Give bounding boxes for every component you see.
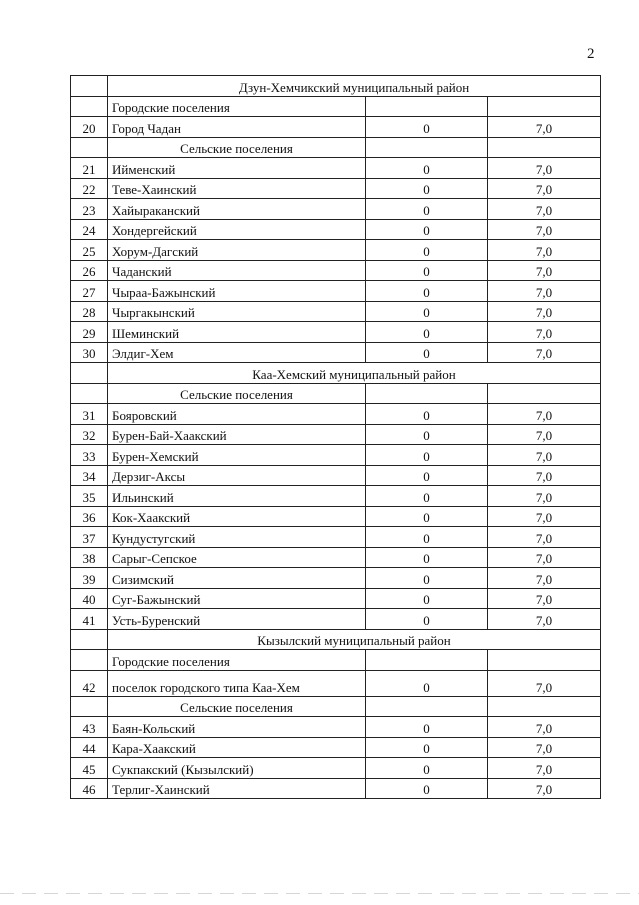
group-title: Городские поселения xyxy=(108,650,366,671)
rate-value-2: 7,0 xyxy=(488,301,601,322)
table-body xyxy=(71,76,601,799)
row-number: 29 xyxy=(71,322,108,343)
table-row xyxy=(71,758,601,779)
settlement-name: Ийменский xyxy=(108,158,366,179)
row-number: 24 xyxy=(71,219,108,240)
group-empty-cell xyxy=(488,650,601,671)
rate-value-2: 7,0 xyxy=(488,158,601,179)
rate-value-2: 7,0 xyxy=(488,737,601,758)
row-number: 38 xyxy=(71,547,108,568)
group-row xyxy=(71,650,601,671)
row-number: 44 xyxy=(71,737,108,758)
rate-value-2: 7,0 xyxy=(488,260,601,281)
row-number: 20 xyxy=(71,117,108,138)
rate-value-2: 7,0 xyxy=(488,609,601,630)
rate-value-1: 0 xyxy=(366,240,488,261)
row-number: 42 xyxy=(71,670,108,696)
rate-value-2: 7,0 xyxy=(488,506,601,527)
table-row xyxy=(71,158,601,179)
district-row xyxy=(71,363,601,384)
rate-value-2: 7,0 xyxy=(488,758,601,779)
settlement-name: Усть-Буренский xyxy=(108,609,366,630)
settlement-name: Шеминский xyxy=(108,322,366,343)
rate-value-1: 0 xyxy=(366,506,488,527)
rate-value-2: 7,0 xyxy=(488,424,601,445)
table-row xyxy=(71,424,601,445)
rate-value-2: 7,0 xyxy=(488,404,601,425)
rate-value-1: 0 xyxy=(366,260,488,281)
rate-value-1: 0 xyxy=(366,158,488,179)
row-number: 23 xyxy=(71,199,108,220)
table-row xyxy=(71,506,601,527)
table-row xyxy=(71,445,601,466)
settlement-name: Хайыраканский xyxy=(108,199,366,220)
settlement-rates-table xyxy=(70,75,601,799)
settlement-name: Элдиг-Хем xyxy=(108,342,366,363)
rate-value-2: 7,0 xyxy=(488,778,601,799)
group-empty-cell xyxy=(366,696,488,717)
group-empty-cell xyxy=(366,96,488,117)
rate-value-1: 0 xyxy=(366,758,488,779)
settlement-name: Бурен-Хемский xyxy=(108,445,366,466)
rate-value-1: 0 xyxy=(366,737,488,758)
settlement-name: Чыраа-Бажынский xyxy=(108,281,366,302)
rate-value-1: 0 xyxy=(366,342,488,363)
group-empty-cell xyxy=(366,137,488,158)
row-number: 45 xyxy=(71,758,108,779)
rate-value-1: 0 xyxy=(366,117,488,138)
group-row xyxy=(71,137,601,158)
table-row xyxy=(71,778,601,799)
rate-value-2: 7,0 xyxy=(488,281,601,302)
table-row xyxy=(71,404,601,425)
table-row xyxy=(71,301,601,322)
table-row xyxy=(71,465,601,486)
rate-value-1: 0 xyxy=(366,609,488,630)
group-empty-cell xyxy=(488,96,601,117)
group-title: Городские поселения xyxy=(108,96,366,117)
rate-value-1: 0 xyxy=(366,588,488,609)
row-number: 26 xyxy=(71,260,108,281)
rate-value-1: 0 xyxy=(366,219,488,240)
district-row xyxy=(71,629,601,650)
rate-value-2: 7,0 xyxy=(488,588,601,609)
rate-value-1: 0 xyxy=(366,404,488,425)
rate-value-1: 0 xyxy=(366,178,488,199)
row-number: 34 xyxy=(71,465,108,486)
district-title: Дзун-Хемчикский муниципальный район xyxy=(108,76,601,97)
district-title: Кызылский муниципальный район xyxy=(108,629,601,650)
table-row xyxy=(71,547,601,568)
group-title: Сельские поселения xyxy=(108,137,366,158)
rate-value-2: 7,0 xyxy=(488,219,601,240)
rate-value-1: 0 xyxy=(366,670,488,696)
group-title: Сельские поселения xyxy=(108,383,366,404)
table-row xyxy=(71,281,601,302)
group-num-cell xyxy=(71,96,108,117)
group-num-cell xyxy=(71,137,108,158)
settlement-name: Кара-Хаакский xyxy=(108,737,366,758)
rate-value-1: 0 xyxy=(366,547,488,568)
rate-value-2: 7,0 xyxy=(488,717,601,738)
table-row xyxy=(71,486,601,507)
table-row xyxy=(71,219,601,240)
group-row xyxy=(71,383,601,404)
row-number: 27 xyxy=(71,281,108,302)
rate-value-1: 0 xyxy=(366,445,488,466)
settlement-name: поселок городского типа Каа-Хем xyxy=(108,670,366,696)
group-empty-cell xyxy=(488,696,601,717)
row-number: 32 xyxy=(71,424,108,445)
settlement-name: Хондергейский xyxy=(108,219,366,240)
rate-value-1: 0 xyxy=(366,465,488,486)
table-row xyxy=(71,588,601,609)
table-row xyxy=(71,117,601,138)
settlement-name: Город Чадан xyxy=(108,117,366,138)
group-row xyxy=(71,696,601,717)
scan-edge-artifact xyxy=(0,893,639,894)
rate-value-2: 7,0 xyxy=(488,199,601,220)
table-row xyxy=(71,342,601,363)
group-num-cell xyxy=(71,696,108,717)
table-row xyxy=(71,717,601,738)
row-number: 22 xyxy=(71,178,108,199)
rate-value-2: 7,0 xyxy=(488,465,601,486)
table-row xyxy=(71,670,601,696)
row-number: 31 xyxy=(71,404,108,425)
table-row xyxy=(71,527,601,548)
settlement-name: Кундустугский xyxy=(108,527,366,548)
row-number: 39 xyxy=(71,568,108,589)
row-number: 36 xyxy=(71,506,108,527)
row-number: 40 xyxy=(71,588,108,609)
group-empty-cell xyxy=(488,383,601,404)
district-num-cell xyxy=(71,76,108,97)
rate-value-2: 7,0 xyxy=(488,527,601,548)
table-row xyxy=(71,737,601,758)
table-row xyxy=(71,260,601,281)
table-row xyxy=(71,322,601,343)
group-empty-cell xyxy=(366,650,488,671)
row-number: 37 xyxy=(71,527,108,548)
settlement-name: Сарыг-Сепское xyxy=(108,547,366,568)
group-empty-cell xyxy=(366,383,488,404)
district-num-cell xyxy=(71,363,108,384)
row-number: 25 xyxy=(71,240,108,261)
settlement-name: Терлиг-Хаинский xyxy=(108,778,366,799)
row-number: 46 xyxy=(71,778,108,799)
table-row xyxy=(71,178,601,199)
settlement-name: Баян-Кольский xyxy=(108,717,366,738)
rate-value-2: 7,0 xyxy=(488,486,601,507)
settlement-name: Дерзиг-Аксы xyxy=(108,465,366,486)
rate-value-2: 7,0 xyxy=(488,322,601,343)
page-number: 2 xyxy=(587,46,595,62)
row-number: 41 xyxy=(71,609,108,630)
settlement-name: Сукпакский (Кызылский) xyxy=(108,758,366,779)
rate-value-2: 7,0 xyxy=(488,547,601,568)
rate-value-1: 0 xyxy=(366,424,488,445)
row-number: 35 xyxy=(71,486,108,507)
settlement-name: Чыргакынский xyxy=(108,301,366,322)
row-number: 21 xyxy=(71,158,108,179)
settlement-name: Чаданский xyxy=(108,260,366,281)
rate-value-2: 7,0 xyxy=(488,670,601,696)
rate-value-1: 0 xyxy=(366,486,488,507)
district-row xyxy=(71,76,601,97)
row-number: 43 xyxy=(71,717,108,738)
rate-value-1: 0 xyxy=(366,322,488,343)
settlement-name: Бояровский xyxy=(108,404,366,425)
table-row xyxy=(71,240,601,261)
rate-value-1: 0 xyxy=(366,568,488,589)
settlement-name: Суг-Бажынский xyxy=(108,588,366,609)
row-number: 33 xyxy=(71,445,108,466)
row-number: 30 xyxy=(71,342,108,363)
rate-value-1: 0 xyxy=(366,778,488,799)
rate-value-1: 0 xyxy=(366,717,488,738)
settlement-name: Кок-Хаакский xyxy=(108,506,366,527)
group-title: Сельские поселения xyxy=(108,696,366,717)
settlement-name: Бурен-Бай-Хаакский xyxy=(108,424,366,445)
row-number: 28 xyxy=(71,301,108,322)
group-num-cell xyxy=(71,383,108,404)
settlement-name: Сизимский xyxy=(108,568,366,589)
group-num-cell xyxy=(71,650,108,671)
rate-value-2: 7,0 xyxy=(488,445,601,466)
settlement-name: Ильинский xyxy=(108,486,366,507)
rate-value-1: 0 xyxy=(366,199,488,220)
district-num-cell xyxy=(71,629,108,650)
group-row xyxy=(71,96,601,117)
settlement-name: Хорум-Дагский xyxy=(108,240,366,261)
rate-value-1: 0 xyxy=(366,281,488,302)
rate-value-2: 7,0 xyxy=(488,117,601,138)
rate-value-2: 7,0 xyxy=(488,240,601,261)
district-title: Каа-Хемский муниципальный район xyxy=(108,363,601,384)
rate-value-2: 7,0 xyxy=(488,342,601,363)
rate-value-1: 0 xyxy=(366,301,488,322)
settlement-name: Теве-Хаинский xyxy=(108,178,366,199)
table-row xyxy=(71,609,601,630)
table-row xyxy=(71,568,601,589)
table-row xyxy=(71,199,601,220)
rate-value-1: 0 xyxy=(366,527,488,548)
rate-value-2: 7,0 xyxy=(488,178,601,199)
rate-value-2: 7,0 xyxy=(488,568,601,589)
group-empty-cell xyxy=(488,137,601,158)
